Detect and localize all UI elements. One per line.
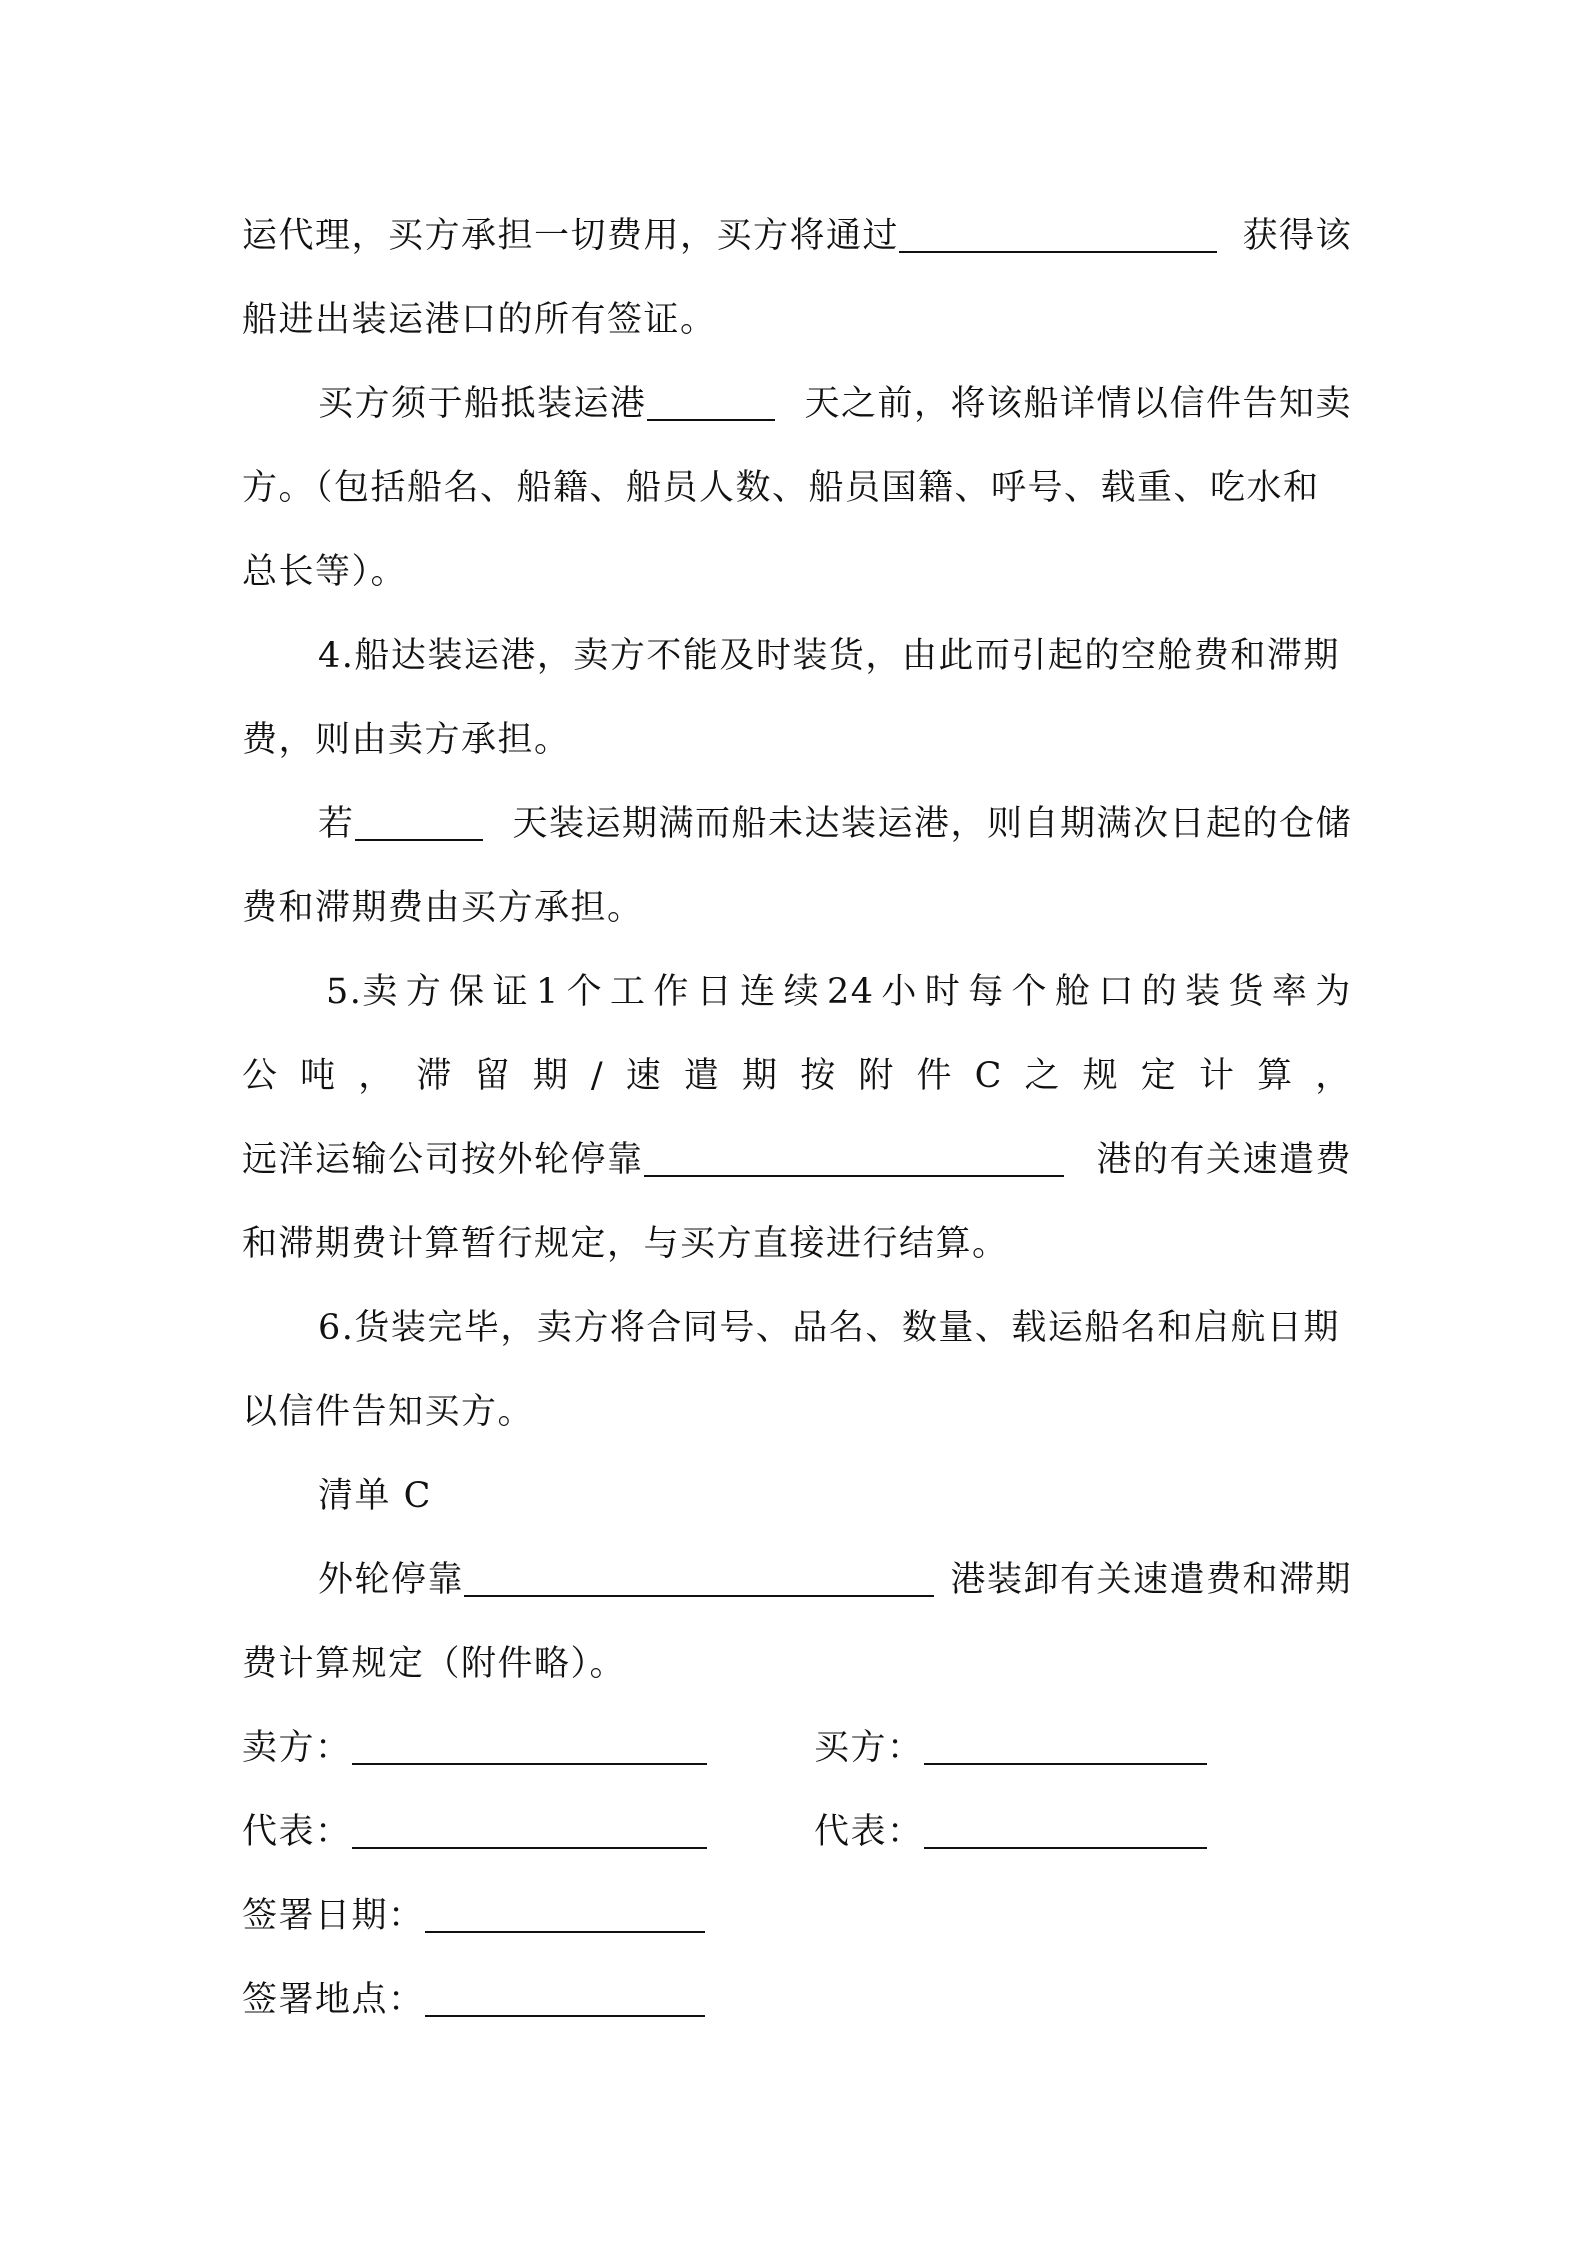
paragraph-5-line-4: 和滞期费计算暂行规定，与买方直接进行结算。 [242, 1224, 1009, 1264]
text-token: 证 [492, 972, 530, 1012]
text-token: ， [358, 1056, 395, 1096]
paragraph-2-line-2: 方。（包括船名、船籍、船员人数、船员国籍、呼号、载重、吃水和 [242, 468, 1320, 508]
text-token: 规 [1082, 1056, 1120, 1096]
text-token: 保 [449, 972, 486, 1012]
paragraph-6-line-1: 6.货装完毕，卖方将合同号、品名、数量、载运船名和启航日期 [318, 1308, 1340, 1348]
text-fragment: 获得该 [1242, 216, 1352, 256]
text-token: 货 [1228, 972, 1266, 1012]
paragraph-5-line-1 [326, 962, 1352, 1022]
buyer-label: 买方： [814, 1728, 924, 1768]
paragraph-1-line-2: 船进出装运港口的所有签证。 [242, 300, 717, 340]
text-token: 日 [696, 972, 734, 1012]
text-fragment: 若 [318, 804, 355, 844]
text-token: 装 [1185, 972, 1222, 1012]
paragraph-4-line-2: 费和滞期费由买方承担。 [242, 888, 644, 928]
text-token: 吨 [300, 1056, 337, 1096]
agent-blank[interactable] [899, 211, 1217, 253]
text-token: 1 [535, 972, 560, 1012]
text-fragment: 港的有关速遣费 [1096, 1140, 1352, 1180]
text-fragment: 天装运期满而船未达装运港，则自期满次日起的仓储 [512, 804, 1352, 844]
text-token: 方 [405, 972, 443, 1012]
loading-days-blank[interactable] [355, 799, 483, 841]
place-label: 签署地点： [242, 1980, 425, 2020]
list-c-port-blank[interactable] [464, 1555, 934, 1597]
text-token: 遣 [683, 1056, 721, 1096]
text-token: 算 [1257, 1056, 1294, 1096]
text-fragment: 运代理，买方承担一切费用，买方将通过 [242, 216, 900, 256]
paragraph-2-line-3: 总长等）。 [242, 552, 408, 592]
text-token: 5.卖 [326, 972, 399, 1012]
paragraph-5-line-3 [242, 1130, 1352, 1190]
text-token: 留 [474, 1056, 512, 1096]
seller-rep-blank[interactable] [352, 1807, 707, 1849]
buyer-blank[interactable] [924, 1723, 1207, 1765]
port-name-blank[interactable] [644, 1135, 1064, 1177]
date-blank[interactable] [425, 1891, 705, 1933]
text-token: 期 [532, 1056, 570, 1096]
date-label: 签署日期： [242, 1896, 425, 1936]
text-token: 按 [800, 1056, 837, 1096]
text-fragment: 天之前，将该船详情以信件告知卖 [804, 384, 1352, 424]
list-c-title: 清单 C [318, 1476, 432, 1516]
text-token: 期 [742, 1056, 779, 1096]
text-token: 之 [1024, 1056, 1062, 1096]
buyer-rep-label: 代表： [814, 1812, 924, 1852]
paragraph-5-line-2 [242, 1046, 1352, 1106]
text-token: 件 [916, 1056, 953, 1096]
text-token: 舱 [1054, 972, 1092, 1012]
text-token: 为 [1315, 972, 1352, 1012]
text-token: 作 [653, 972, 690, 1012]
seller-signature [242, 1718, 707, 1778]
buyer-rep-blank[interactable] [924, 1807, 1207, 1849]
seller-blank[interactable] [352, 1723, 707, 1765]
text-fragment: 买方须于船抵装运港 [318, 384, 647, 424]
signing-place [242, 1970, 705, 2030]
text-token: 计 [1198, 1056, 1236, 1096]
list-c-line-1 [318, 1550, 1352, 1610]
text-token: 附 [858, 1056, 895, 1096]
text-fragment: 远洋运输公司按外轮停靠 [242, 1140, 644, 1180]
text-token: 连 [740, 972, 777, 1012]
text-token: 24 [826, 972, 875, 1012]
buyer-signature [814, 1718, 1207, 1778]
text-token: 续 [783, 972, 821, 1012]
text-fragment: 外轮停靠 [318, 1560, 465, 1600]
days-before-blank[interactable] [647, 379, 775, 421]
text-fragment: 港装卸有关速遣费和滞期 [950, 1560, 1352, 1600]
text-token: 时 [924, 972, 962, 1012]
buyer-representative [814, 1802, 1207, 1862]
text-token: 滞 [416, 1056, 453, 1096]
signing-date [242, 1886, 705, 1946]
list-c-line-2: 费计算规定（附件略）。 [242, 1644, 627, 1684]
text-token: 的 [1141, 972, 1179, 1012]
text-token: 速 [625, 1056, 663, 1096]
text-token: 每 [968, 972, 1005, 1012]
text-token: 小 [881, 972, 918, 1012]
seller-representative [242, 1802, 707, 1862]
text-token: 工 [610, 972, 647, 1012]
seller-rep-label: 代表： [242, 1812, 352, 1852]
paragraph-3-line-1: 4.船达装运港，卖方不能及时装货，由此而引起的空舱费和滞期 [318, 636, 1340, 676]
text-token: C [974, 1056, 1003, 1096]
text-token: / [590, 1056, 605, 1096]
place-blank[interactable] [425, 1975, 705, 2017]
paragraph-6-line-2: 以信件告知买方。 [242, 1392, 535, 1432]
paragraph-4-line-1 [318, 794, 1352, 854]
text-token: 口 [1098, 972, 1135, 1012]
text-token: 公 [242, 1056, 279, 1096]
text-token: ， [1315, 1056, 1352, 1096]
text-token: 定 [1140, 1056, 1178, 1096]
text-token: 个 [1011, 972, 1049, 1012]
paragraph-1-line-1 [242, 206, 1352, 266]
text-token: 个 [566, 972, 604, 1012]
paragraph-2-line-1 [318, 374, 1352, 434]
seller-label: 卖方： [242, 1728, 352, 1768]
text-token: 率 [1271, 972, 1309, 1012]
paragraph-3-line-2: 费，则由卖方承担。 [242, 720, 571, 760]
